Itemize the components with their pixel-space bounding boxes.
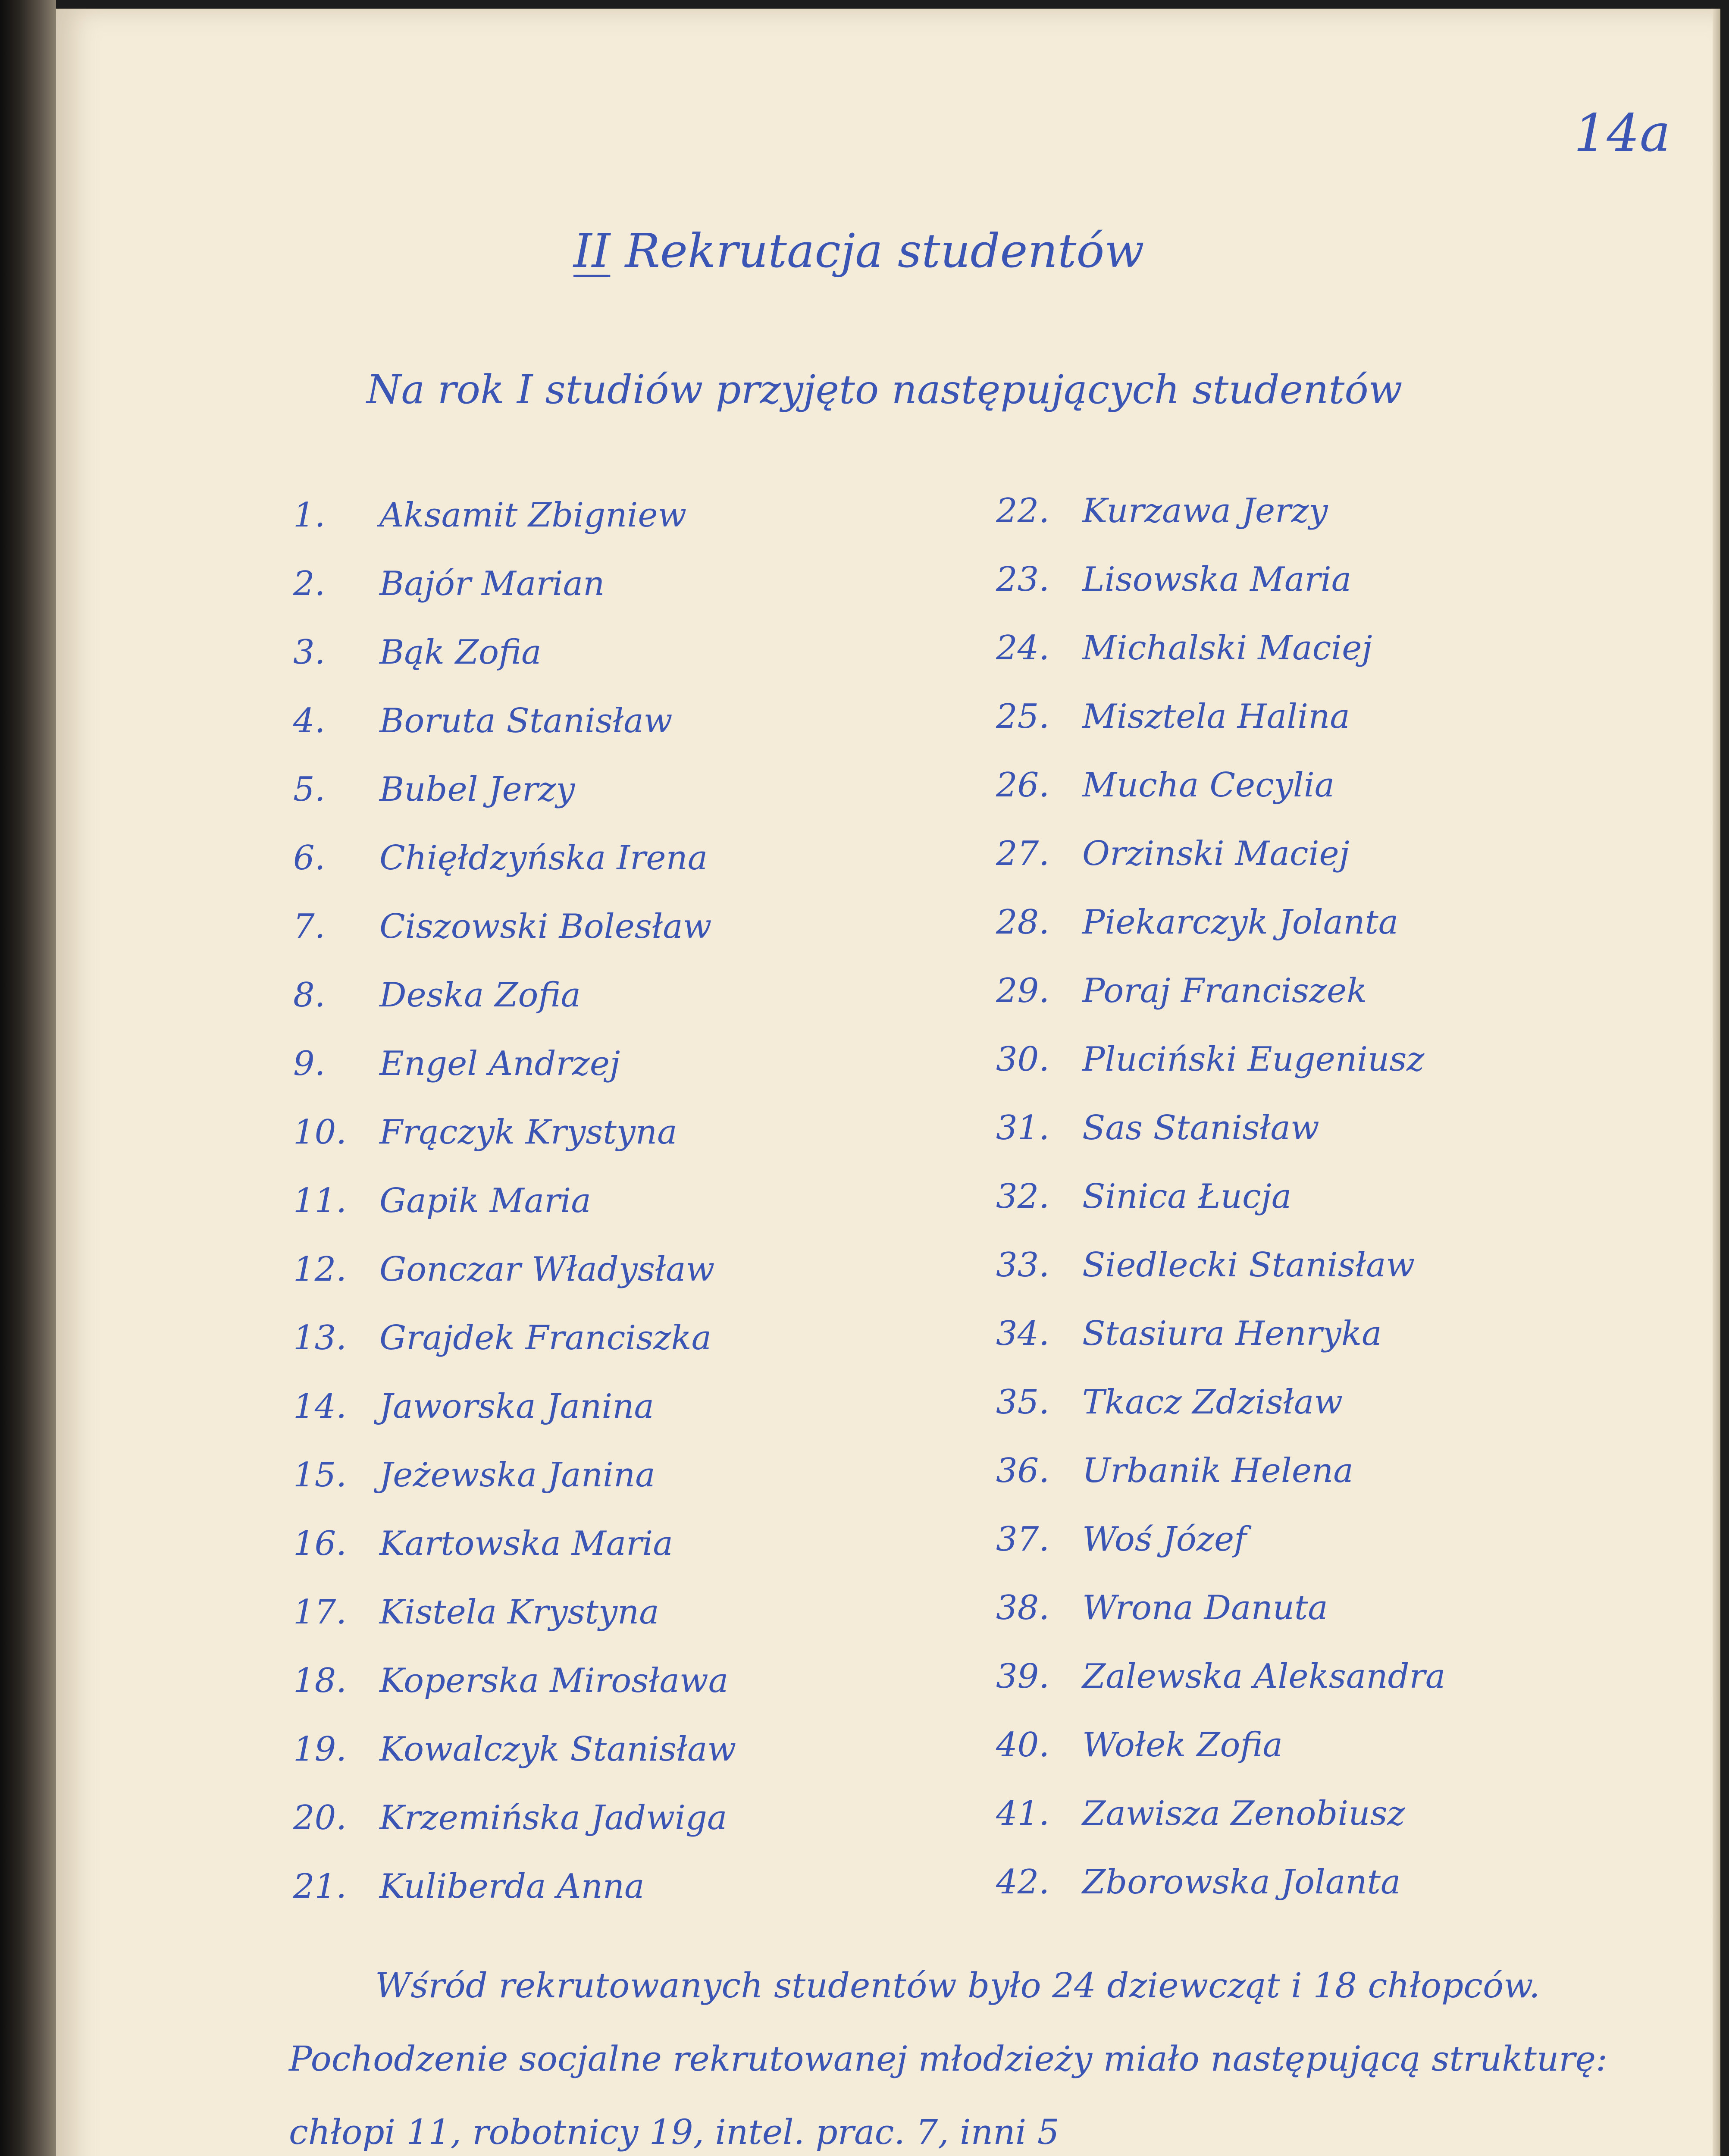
student-name: Sinica Łucja [1082,1177,1292,1216]
student-number: 6. [293,839,326,877]
student-number: 39. [996,1657,1050,1696]
student-number: 15. [293,1456,347,1495]
student-number: 22. [996,492,1050,530]
student-name: Gapik Maria [379,1181,591,1220]
student-number: 26. [996,766,1050,805]
student-number: 29. [996,971,1050,1010]
student-entry [996,1177,1445,1246]
student-number: 7. [293,907,326,946]
student-entry [996,1314,1445,1383]
student-name: Engel Andrzej [379,1044,620,1083]
student-name: Pluciński Eugeniusz [1082,1040,1425,1079]
student-name: Piekarczyk Jolanta [1082,903,1399,942]
student-entry [996,1040,1445,1109]
student-number: 32. [996,1177,1050,1216]
section-roman-numeral: II [573,224,611,278]
student-number: 20. [293,1799,347,1837]
student-name: Frączyk Krystyna [379,1113,677,1152]
student-name: Orzinski Maciej [1082,834,1350,873]
student-number: 14. [293,1387,347,1426]
student-number: 25. [996,697,1050,736]
student-number: 36. [996,1451,1050,1490]
student-entry [996,903,1445,971]
student-entry [996,1109,1445,1177]
student-entry [293,1661,736,1730]
student-name: Michalski Maciej [1082,629,1372,667]
student-name: Krzemińska Jadwiga [379,1799,727,1837]
student-entry [996,697,1445,766]
student-number: 30. [996,1040,1050,1079]
student-name: Wrona Danuta [1082,1589,1328,1627]
student-entry [293,1113,736,1181]
student-name: Zalewska Aleksandra [1082,1657,1446,1696]
student-number: 2. [293,564,326,603]
student-entry [996,1657,1445,1726]
student-entry [293,770,736,839]
student-entry [293,1319,736,1387]
student-number: 24. [996,629,1050,667]
student-number: 4. [293,702,326,740]
intro-sentence: Na rok I studiów przyjęto następujących studentów [366,367,1403,413]
notebook-page [56,9,1720,2156]
student-entry [996,1726,1445,1794]
student-name: Bubel Jerzy [379,770,575,809]
student-entry [996,1451,1445,1520]
student-entry [293,1250,736,1319]
student-name: Deska Zofia [379,976,581,1015]
student-name: Zawisza Zenobiusz [1082,1794,1405,1833]
student-name: Ciszowski Bolesław [379,907,712,946]
student-name: Zborowska Jolanta [1082,1863,1401,1902]
page-number: 14a [1574,103,1671,163]
student-entry [996,1794,1445,1863]
student-name: Kistela Krystyna [379,1593,659,1632]
student-list-right [996,492,1445,1931]
student-name: Bąk Zofia [379,633,542,672]
student-name: Bajór Marian [379,564,605,603]
student-number: 37. [996,1520,1050,1559]
student-number: 35. [996,1383,1050,1422]
student-entry [996,1246,1445,1314]
student-number: 5. [293,770,326,809]
student-name: Tkacz Zdzisław [1082,1383,1343,1422]
student-name: Urbanik Helena [1082,1451,1353,1490]
student-entry [996,971,1445,1040]
student-entry [996,560,1445,629]
student-entry [996,766,1445,834]
student-name: Jaworska Janina [379,1387,655,1426]
student-name: Aksamit Zbigniew [379,496,687,535]
student-entry [996,629,1445,697]
student-name: Poraj Franciszek [1082,971,1367,1010]
student-list-left [293,496,736,1936]
student-name: Grajdek Franciszka [379,1319,712,1357]
student-entry [996,834,1445,903]
student-entry [293,839,736,907]
student-number: 10. [293,1113,347,1152]
student-number: 17. [293,1593,347,1632]
student-name: Chięłdzyńska Irena [379,839,708,877]
student-entry [293,564,736,633]
student-entry [996,1589,1445,1657]
student-entry [996,1520,1445,1589]
student-entry [996,1863,1445,1931]
student-name: Jeżewska Janina [379,1456,655,1495]
student-number: 27. [996,834,1050,873]
student-number: 1. [293,496,326,535]
student-entry [293,1593,736,1661]
student-number: 18. [293,1661,347,1700]
student-entry [293,1524,736,1593]
student-name: Mucha Cecylia [1082,766,1335,805]
student-name: Wołek Zofia [1082,1726,1283,1764]
student-name: Kowalczyk Stanisław [379,1730,736,1769]
student-name: Stasiura Henryka [1082,1314,1382,1353]
student-number: 9. [293,1044,326,1083]
student-name: Koperska Mirosława [379,1661,729,1700]
student-number: 33. [996,1246,1050,1285]
student-number: 13. [293,1319,347,1357]
student-number: 34. [996,1314,1050,1353]
student-entry [293,1867,736,1936]
student-entry [293,1181,736,1250]
student-name: Misztela Halina [1082,697,1350,736]
section-title: Rekrutacja studentów [625,224,1144,278]
student-name: Kuliberda Anna [379,1867,645,1906]
student-name: Lisowska Maria [1082,560,1352,599]
student-number: 21. [293,1867,347,1906]
student-name: Kurzawa Jerzy [1082,492,1328,530]
student-entry [293,1799,736,1867]
student-number: 19. [293,1730,347,1769]
student-entry [293,496,736,564]
student-number: 40. [996,1726,1050,1764]
student-number: 28. [996,903,1050,942]
section-heading [573,224,1144,278]
student-name: Kartowska Maria [379,1524,673,1563]
student-name: Siedlecki Stanisław [1082,1246,1415,1285]
student-entry [293,1044,736,1113]
student-entry [293,1387,736,1456]
student-number: 3. [293,633,326,672]
student-entry [996,492,1445,560]
student-name: Boruta Stanisław [379,702,673,740]
student-name: Woś Józef [1082,1520,1247,1559]
student-number: 11. [293,1181,347,1220]
recruitment-summary: Wśród rekrutowanych studentów było 24 dziewcząt i 18 chłopców. Pochodzenie socjalne rekrutowanej młodzieży miało następującą strukturę: chłopi 11, robotnicy 19, intel. prac. 7, inni 5 [289,1965,1607,2152]
student-entry [293,702,736,770]
student-entry [293,907,736,976]
student-name: Sas Stanisław [1082,1109,1319,1147]
student-number: 16. [293,1524,347,1563]
student-entry [293,1730,736,1799]
student-entry [293,633,736,702]
student-number: 12. [293,1250,347,1289]
student-number: 41. [996,1794,1050,1833]
student-number: 23. [996,560,1050,599]
student-number: 31. [996,1109,1050,1147]
student-number: 42. [996,1863,1050,1902]
student-number: 8. [293,976,326,1015]
student-entry [293,1456,736,1524]
student-number: 38. [996,1589,1050,1627]
student-entry [293,976,736,1044]
student-name: Gonczar Władysław [379,1250,715,1289]
binding-spine [0,0,56,2156]
student-entry [996,1383,1445,1451]
